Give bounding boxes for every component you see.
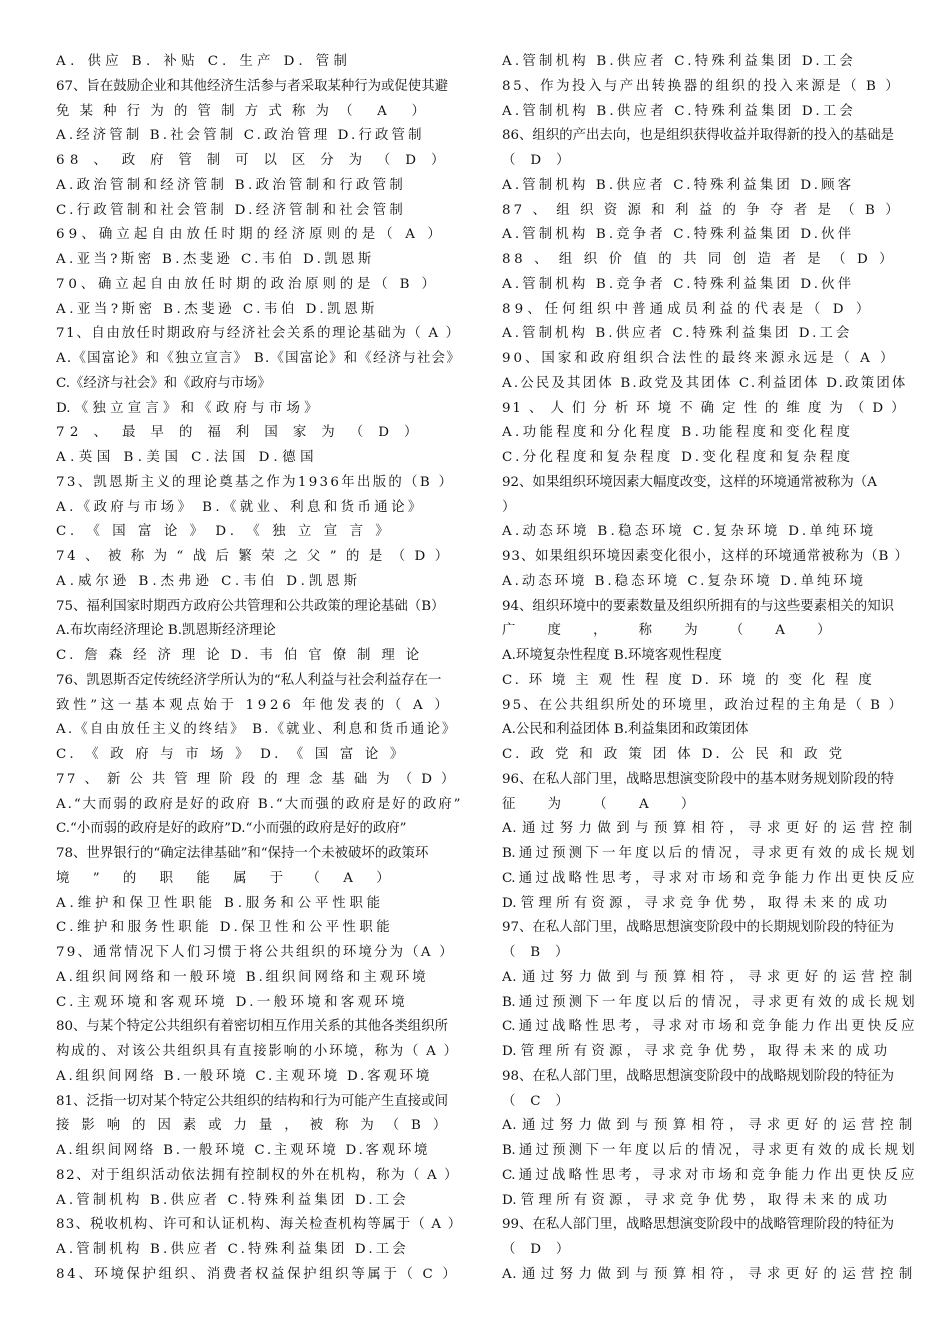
- text-line: [502, 793, 914, 818]
- text-line: [56, 372, 466, 397]
- text-line: [502, 372, 914, 397]
- text-line-content: A.组织间网络 B.一般环境 C.主观环境 D.客观环境: [56, 1143, 431, 1158]
- text-line-content: C. 通 过 战 略 性 思 考 ， 寻 求 对 市 场 和 竞 争 能 力 作 出 更 快 反 应: [502, 1167, 914, 1183]
- text-line: [56, 471, 466, 496]
- right-column: [502, 50, 914, 1344]
- text-line-content: A.管制机构 B.竞争者 C.特殊利益集团 D.伙伴: [502, 276, 855, 292]
- text-line-content: （ B ）: [502, 945, 574, 960]
- text-line-content: A.管制机构 B.竞争者 C.特殊利益集团 D.伙伴: [502, 227, 855, 243]
- text-line-content: 构成的、对该公共组织具有直接影响的小环境，称为（ A ）: [56, 1044, 459, 1059]
- text-line-content: 94、组织环境中的要素数量及组织所拥有的与这些要素相关的知识: [502, 598, 894, 614]
- text-line: [502, 1090, 914, 1115]
- text-line: [502, 867, 914, 892]
- text-line: [56, 842, 466, 867]
- text-line-content: C. 詹 森 经 济 理 论 D. 韦 伯 官 僚 制 理 论: [56, 648, 423, 663]
- text-line-content: A.维护和保卫性职能 B.服务和公平性职能: [56, 895, 385, 911]
- text-line-content: A. 通 过 努 力 做 到 与 预 算 相 符 ， 寻 求 更 好 的 运 营 控 制: [502, 969, 913, 985]
- text-line-content: A.管制机构 B.供应者 C.特殊利益集团 D.工会: [56, 1192, 409, 1208]
- text-line: [56, 1040, 466, 1065]
- text-line-content: A.《国富论》和《独立宣言》 B.《国富论》和《经济与社会》: [56, 351, 461, 366]
- text-line-content: 69、确立起自由放任时期的经济原则的是（ A ）: [56, 227, 445, 243]
- text-line-content: A.管制机构 B.供应者 C.特殊利益集团 D.顾客: [502, 177, 855, 193]
- text-line-content: 86、组织的产出去向，也是组织获得收益并取得新的投入的基础是: [502, 128, 894, 144]
- text-line: [56, 718, 466, 743]
- text-line: [56, 669, 466, 694]
- text-line: [56, 966, 466, 991]
- text-line: [502, 347, 914, 372]
- text-line-content: C.主观环境和客观环境 D.一般环境和客观环境: [56, 994, 409, 1010]
- text-line-content: A.“大而弱的政府是好的政府 B.“大而强的政府是好的政府”: [56, 796, 463, 812]
- text-line: [502, 199, 914, 224]
- text-line: [502, 1015, 914, 1040]
- text-line: [56, 273, 466, 298]
- text-line: [502, 496, 914, 521]
- text-line-content: A.《政府与市场》 B.《就业、利息和货币通论》: [56, 499, 425, 515]
- text-line: [502, 644, 914, 669]
- text-line-content: 88 、 组 织 价 值 的 共 同 创 造 者 是 （ D ）: [502, 252, 897, 267]
- text-line: [56, 1015, 466, 1040]
- text-line-content: C. 《 政 府 与 市 场 》 D. 《 国 富 论 》: [56, 747, 407, 762]
- text-line: [502, 75, 914, 100]
- text-line-content: 98、在私人部门里，战略思想演变阶段中的战略规划阶段的特征为: [502, 1068, 894, 1084]
- text-line-content: D. 管 理 所 有 资 源 ， 寻 求 竞 争 优 势 ， 取 得 未 来 的 成 功: [502, 1192, 888, 1208]
- text-line-content: B. 通 过 预 测 下 一 年 度 以 后 的 情 况 ， 寻 求 更 有 效 的 成 长 规 划: [502, 994, 914, 1010]
- text-line: [56, 1065, 466, 1090]
- text-line: [502, 595, 914, 620]
- text-line: [502, 768, 914, 793]
- text-line-content: B. 通 过 预 测 下 一 年 度 以 后 的 情 况 ， 寻 求 更 有 效 的 成 长 规 划: [502, 846, 914, 861]
- text-line: [502, 545, 914, 570]
- text-line: [56, 124, 466, 149]
- text-line: [502, 1263, 914, 1288]
- text-line-content: A.管制机构 B.供应者 C.特殊利益集团 D.工会: [56, 1242, 409, 1257]
- text-line: [502, 916, 914, 941]
- left-column: [56, 50, 466, 1344]
- text-line: [56, 1139, 466, 1164]
- text-line: [502, 1189, 914, 1214]
- text-line: [502, 941, 914, 966]
- text-line-content: A.布坎南经济理论 B.凯恩斯经济理论: [56, 623, 276, 639]
- text-line-content: C.行政管制和社会管制 D.经济管制和社会管制: [56, 202, 407, 218]
- text-line: [502, 1114, 914, 1139]
- text-line: [502, 1238, 914, 1263]
- text-line: [56, 174, 466, 199]
- text-line-content: A.管制机构 B.供应者 C.特殊利益集团 D.工会: [502, 103, 857, 119]
- text-line: [56, 1114, 466, 1139]
- text-line-content: 82、对于组织活动依法拥有控制权的外在机构，称为（ A ）: [56, 1167, 460, 1183]
- text-line: [502, 322, 914, 347]
- text-line: [502, 892, 914, 917]
- text-line-content: D. 《 独 立 宣 言 》 和 《 政 府 与 市 场 》: [56, 400, 318, 416]
- text-line: [56, 570, 466, 595]
- text-line: [56, 817, 466, 842]
- text-line: [502, 50, 914, 75]
- text-line: [56, 867, 466, 892]
- text-line-content: C. 环 境 主 观 性 程 度 D. 环 境 的 变 化 程 度: [502, 672, 875, 688]
- text-line: [56, 1238, 466, 1263]
- text-line: [56, 421, 466, 446]
- text-line: [502, 966, 914, 991]
- text-line-content: A.威尔逊 B.杰弗逊 C.韦伯 D.凯恩斯: [56, 573, 362, 589]
- text-line-content: 90、国家和政府组织合法性的最终来源永远是（ A ）: [502, 351, 897, 366]
- text-line-content: C. 通 过 战 略 性 思 考 ， 寻 求 对 市 场 和 竞 争 能 力 作 出 更 快 反 应: [502, 870, 914, 886]
- text-line-content: C.维护和服务性职能 D.保卫性和公平性职能: [56, 920, 394, 936]
- text-line: [502, 248, 914, 273]
- text-line-content: 92、如果组织环境因素大幅度改变，这样的环境通常被称为（A: [502, 474, 877, 490]
- text-line: [56, 545, 466, 570]
- text-line-content: D. 管 理 所 有 资 源 ， 寻 求 竞 争 优 势 ， 取 得 未 来 的 成 功: [502, 1044, 888, 1059]
- text-line-content: 67、旨在鼓励企业和其他经济生活参与者采取某种行为或促使其避: [56, 78, 448, 94]
- text-line: [56, 1090, 466, 1115]
- text-line-content: 77 、 新 公 共 管 理 阶 段 的 理 念 基 础 为 （ D ）: [56, 771, 457, 787]
- text-line: [502, 570, 914, 595]
- text-line: [56, 1263, 466, 1288]
- text-line-content: 71、自由放任时期政府与经济社会关系的理论基础为（ A ）: [56, 326, 461, 342]
- text-line-content: 95、在公共组织所处的环境里，政治过程的主角是（ B ）: [502, 697, 904, 713]
- text-line-content: C.《经济与社会》和《政府与市场》: [56, 375, 271, 391]
- text-line-content: C.“小而弱的政府是好的政府”D.“小而强的政府是好的政府”: [56, 821, 407, 837]
- text-line: [56, 397, 466, 422]
- text-line-content: 接 影 响 的 因 素 或 力 量 ， 被 称 为 （ B ）: [56, 1118, 451, 1134]
- text-line-content: D. 管 理 所 有 资 源 ， 寻 求 竞 争 优 势 ， 取 得 未 来 的 成 功: [502, 895, 888, 911]
- text-line: [56, 1213, 466, 1238]
- text-line: [56, 743, 466, 768]
- text-line-content: （ D ）: [502, 153, 575, 168]
- text-line: [56, 793, 466, 818]
- text-line-content: 84、环境保护组织、消费者权益保护组织等属于（ C ）: [56, 1266, 459, 1282]
- text-line-content: ）: [502, 499, 516, 515]
- text-line-content: 境 ” 的 职 能 属 于 （ A ）: [56, 870, 400, 886]
- text-line-content: 广 度 ， 称 为 （ A ）: [502, 623, 845, 639]
- text-line-content: 免某种行为的管制方式称为（ A ）: [56, 103, 436, 119]
- text-line: [56, 694, 466, 719]
- text-line: [56, 916, 466, 941]
- text-line-content: A. 通 过 努 力 做 到 与 预 算 相 符 ， 寻 求 更 好 的 运 营 控 制: [502, 1266, 913, 1282]
- text-line-content: 93、如果组织环境因素变化很小，这样的环境通常被称为（B ）: [502, 549, 909, 564]
- text-line: [502, 149, 914, 174]
- text-line-content: B. 通 过 预 测 下 一 年 度 以 后 的 情 况 ， 寻 求 更 有 效 的 成 长 规 划: [502, 1143, 914, 1158]
- text-line: [56, 446, 466, 471]
- text-line: [502, 273, 914, 298]
- text-line-content: A. 供应 B. 补贴 C. 生产 D. 管制: [56, 54, 352, 69]
- text-line: [502, 1164, 914, 1189]
- text-line-content: 99、在私人部门里，战略思想演变阶段中的战略管理阶段的特征为: [502, 1217, 894, 1233]
- text-line: [56, 619, 466, 644]
- text-line-content: C.分化程度和复杂程度 D.变化程度和复杂程度: [502, 450, 854, 465]
- text-line: [502, 421, 914, 446]
- text-line: [502, 718, 914, 743]
- text-line-content: A.功能程度和分化程度 B.功能程度和变化程度: [502, 425, 854, 441]
- text-line: [502, 397, 914, 422]
- text-line: [502, 743, 914, 768]
- text-line: [56, 768, 466, 793]
- text-line: [56, 991, 466, 1016]
- text-line: [56, 520, 466, 545]
- text-line: [56, 322, 466, 347]
- text-line-content: A.组织间网络和一般环境 B.组织间网络和主观环境: [56, 969, 429, 985]
- text-line: [56, 75, 466, 100]
- text-line-content: A.组织间网络 B.一般环境 C.主观环境 D.客观环境: [56, 1068, 433, 1084]
- text-line: [56, 298, 466, 323]
- text-line: [56, 50, 466, 75]
- text-line-content: 致性”这一基本观点始于 1926 年他发表的（ A ）: [56, 697, 452, 713]
- text-line-content: A.政治管制和经济管制 B.政治管制和行政管制: [56, 177, 407, 193]
- text-line: [502, 669, 914, 694]
- text-line-content: 96、在私人部门里，战略思想演变阶段中的基本财务规划阶段的特: [502, 771, 894, 787]
- text-line: [56, 941, 466, 966]
- text-line: [56, 892, 466, 917]
- text-line-content: C. 通 过 战 略 性 思 考 ， 寻 求 对 市 场 和 竞 争 能 力 作 出 更 快 反 应: [502, 1019, 914, 1035]
- text-line: [56, 248, 466, 273]
- text-line-content: （ C ）: [502, 1093, 575, 1109]
- text-line-content: A.管制机构 B.供应者 C.特殊利益集团 D.工会: [502, 326, 853, 342]
- text-line-content: A.动态环境 B.稳态环境 C.复杂环境 D.单纯环境: [502, 524, 877, 540]
- text-line: [502, 619, 914, 644]
- text-line: [56, 149, 466, 174]
- text-line: [502, 991, 914, 1016]
- text-line: [56, 223, 466, 248]
- text-line: [502, 446, 914, 471]
- text-line: [502, 1139, 914, 1164]
- text-line: [502, 471, 914, 496]
- text-line: [56, 199, 466, 224]
- text-line-content: 83、税收机构、许可和认证机构、海关检查机构等属于（ A ）: [56, 1217, 463, 1233]
- text-line-content: 85、作为投入与产出转换器的组织的投入来源是（ B ）: [502, 78, 902, 94]
- text-line-content: C. 政 党 和 政 策 团 体 D. 公 民 和 政 党: [502, 747, 846, 762]
- text-line-content: 87 、 组 织 资 源 和 利 益 的 争 夺 者 是 （ B ）: [502, 202, 902, 218]
- text-line-content: A.《自由放任主义的终结》 B.《就业、利息和货币通论》: [56, 722, 458, 738]
- text-line-content: 70、确立起自由放任时期的政治原则的是（ B ）: [56, 276, 439, 292]
- text-line-content: A.公民和利益团体 B.利益集团和政策团体: [502, 722, 749, 738]
- text-line: [502, 817, 914, 842]
- text-line: [502, 124, 914, 149]
- text-line-content: 72 、 最 早 的 福 利 国 家 为 （ D ）: [56, 425, 423, 441]
- text-line-content: 79、通常情况下人们习惯于将公共组织的环境分为（A ）: [56, 945, 455, 960]
- text-line-content: 78、世界银行的“确定法律基础”和“保持一个未被破坏的政策环: [56, 846, 429, 861]
- text-line: [502, 1065, 914, 1090]
- text-line: [502, 298, 914, 323]
- text-line-content: A. 通 过 努 力 做 到 与 预 算 相 符 ， 寻 求 更 好 的 运 营 控 制: [502, 821, 913, 837]
- text-line-content: A.亚当?斯密 B.杰斐逊 C.韦伯 D.凯恩斯: [56, 301, 378, 317]
- text-line-content: 89、任何组织中普通成员利益的代表是（ D ）: [502, 301, 874, 317]
- text-line-content: C. 《 国 富 论 》 D. 《 独 立 宣 言 》: [56, 524, 393, 540]
- text-line-content: 73、凯恩斯主义的理论奠基之作为1936年出版的（B ）: [56, 474, 455, 490]
- text-line: [56, 644, 466, 669]
- text-line-content: 征 为 （ A ）: [502, 796, 709, 812]
- text-line-content: （ D ）: [502, 1242, 575, 1257]
- text-line: [502, 520, 914, 545]
- text-line-content: 81、泛指一切对某个特定公共组织的结构和行为可能产生直接或间: [56, 1093, 448, 1109]
- text-line: [56, 496, 466, 521]
- text-line: [56, 347, 466, 372]
- text-line-content: A. 通 过 努 力 做 到 与 预 算 相 符 ， 寻 求 更 好 的 运 营 控 制: [502, 1118, 913, 1134]
- text-line-content: A.环境复杂性程度 B.环境客观性程度: [502, 648, 722, 663]
- text-line-content: 91 、 人 们 分 析 环 境 不 确 定 性 的 维 度 为 （ D ）: [502, 400, 907, 416]
- text-line: [56, 100, 466, 125]
- text-line: [56, 595, 466, 620]
- text-line-content: 97、在私人部门里，战略思想演变阶段中的长期规划阶段的特征为: [502, 920, 894, 936]
- text-line: [502, 100, 914, 125]
- text-line-content: A.英国 B.美国 C.法国 D.德国: [56, 450, 318, 465]
- text-line-content: A.经济管制 B.社会管制 C.政治管理 D.行政管制: [56, 128, 425, 144]
- text-line-content: A.亚当?斯密 B.杰斐逊 C.韦伯 D.凯恩斯: [56, 252, 375, 267]
- text-line-content: 76、凯恩斯否定传统经济学所认为的“私人利益与社会利益存在一: [56, 672, 442, 688]
- text-line: [502, 1213, 914, 1238]
- text-line: [56, 1189, 466, 1214]
- text-line-content: 75、福利国家时期西方政府公共管理和公共政策的理论基础（B）: [56, 598, 445, 614]
- text-line-content: A.管制机构 B.供应者 C.特殊利益集团 D.工会: [502, 54, 857, 69]
- text-line-content: 68 、 政 府 管 制 可 以 区 分 为 （ D ）: [56, 153, 450, 168]
- text-line-content: A.动态环境 B.稳态环境 C.复杂环境 D.单纯环境: [502, 573, 866, 589]
- text-line: [502, 694, 914, 719]
- text-line: [502, 174, 914, 199]
- text-line-content: 74 、 被 称 为 “ 战 后 繁 荣 之 父 ” 的 是 （ D ）: [56, 549, 451, 564]
- text-line: [502, 1040, 914, 1065]
- text-line-content: A.公民及其团体 B.政党及其团体 C.利益团体 D.政策团体: [502, 375, 908, 391]
- text-line: [56, 1164, 466, 1189]
- text-line: [502, 223, 914, 248]
- text-line: [502, 842, 914, 867]
- text-line-content: 80、与某个特定公共组织有着密切相互作用关系的其他各类组织所: [56, 1019, 448, 1035]
